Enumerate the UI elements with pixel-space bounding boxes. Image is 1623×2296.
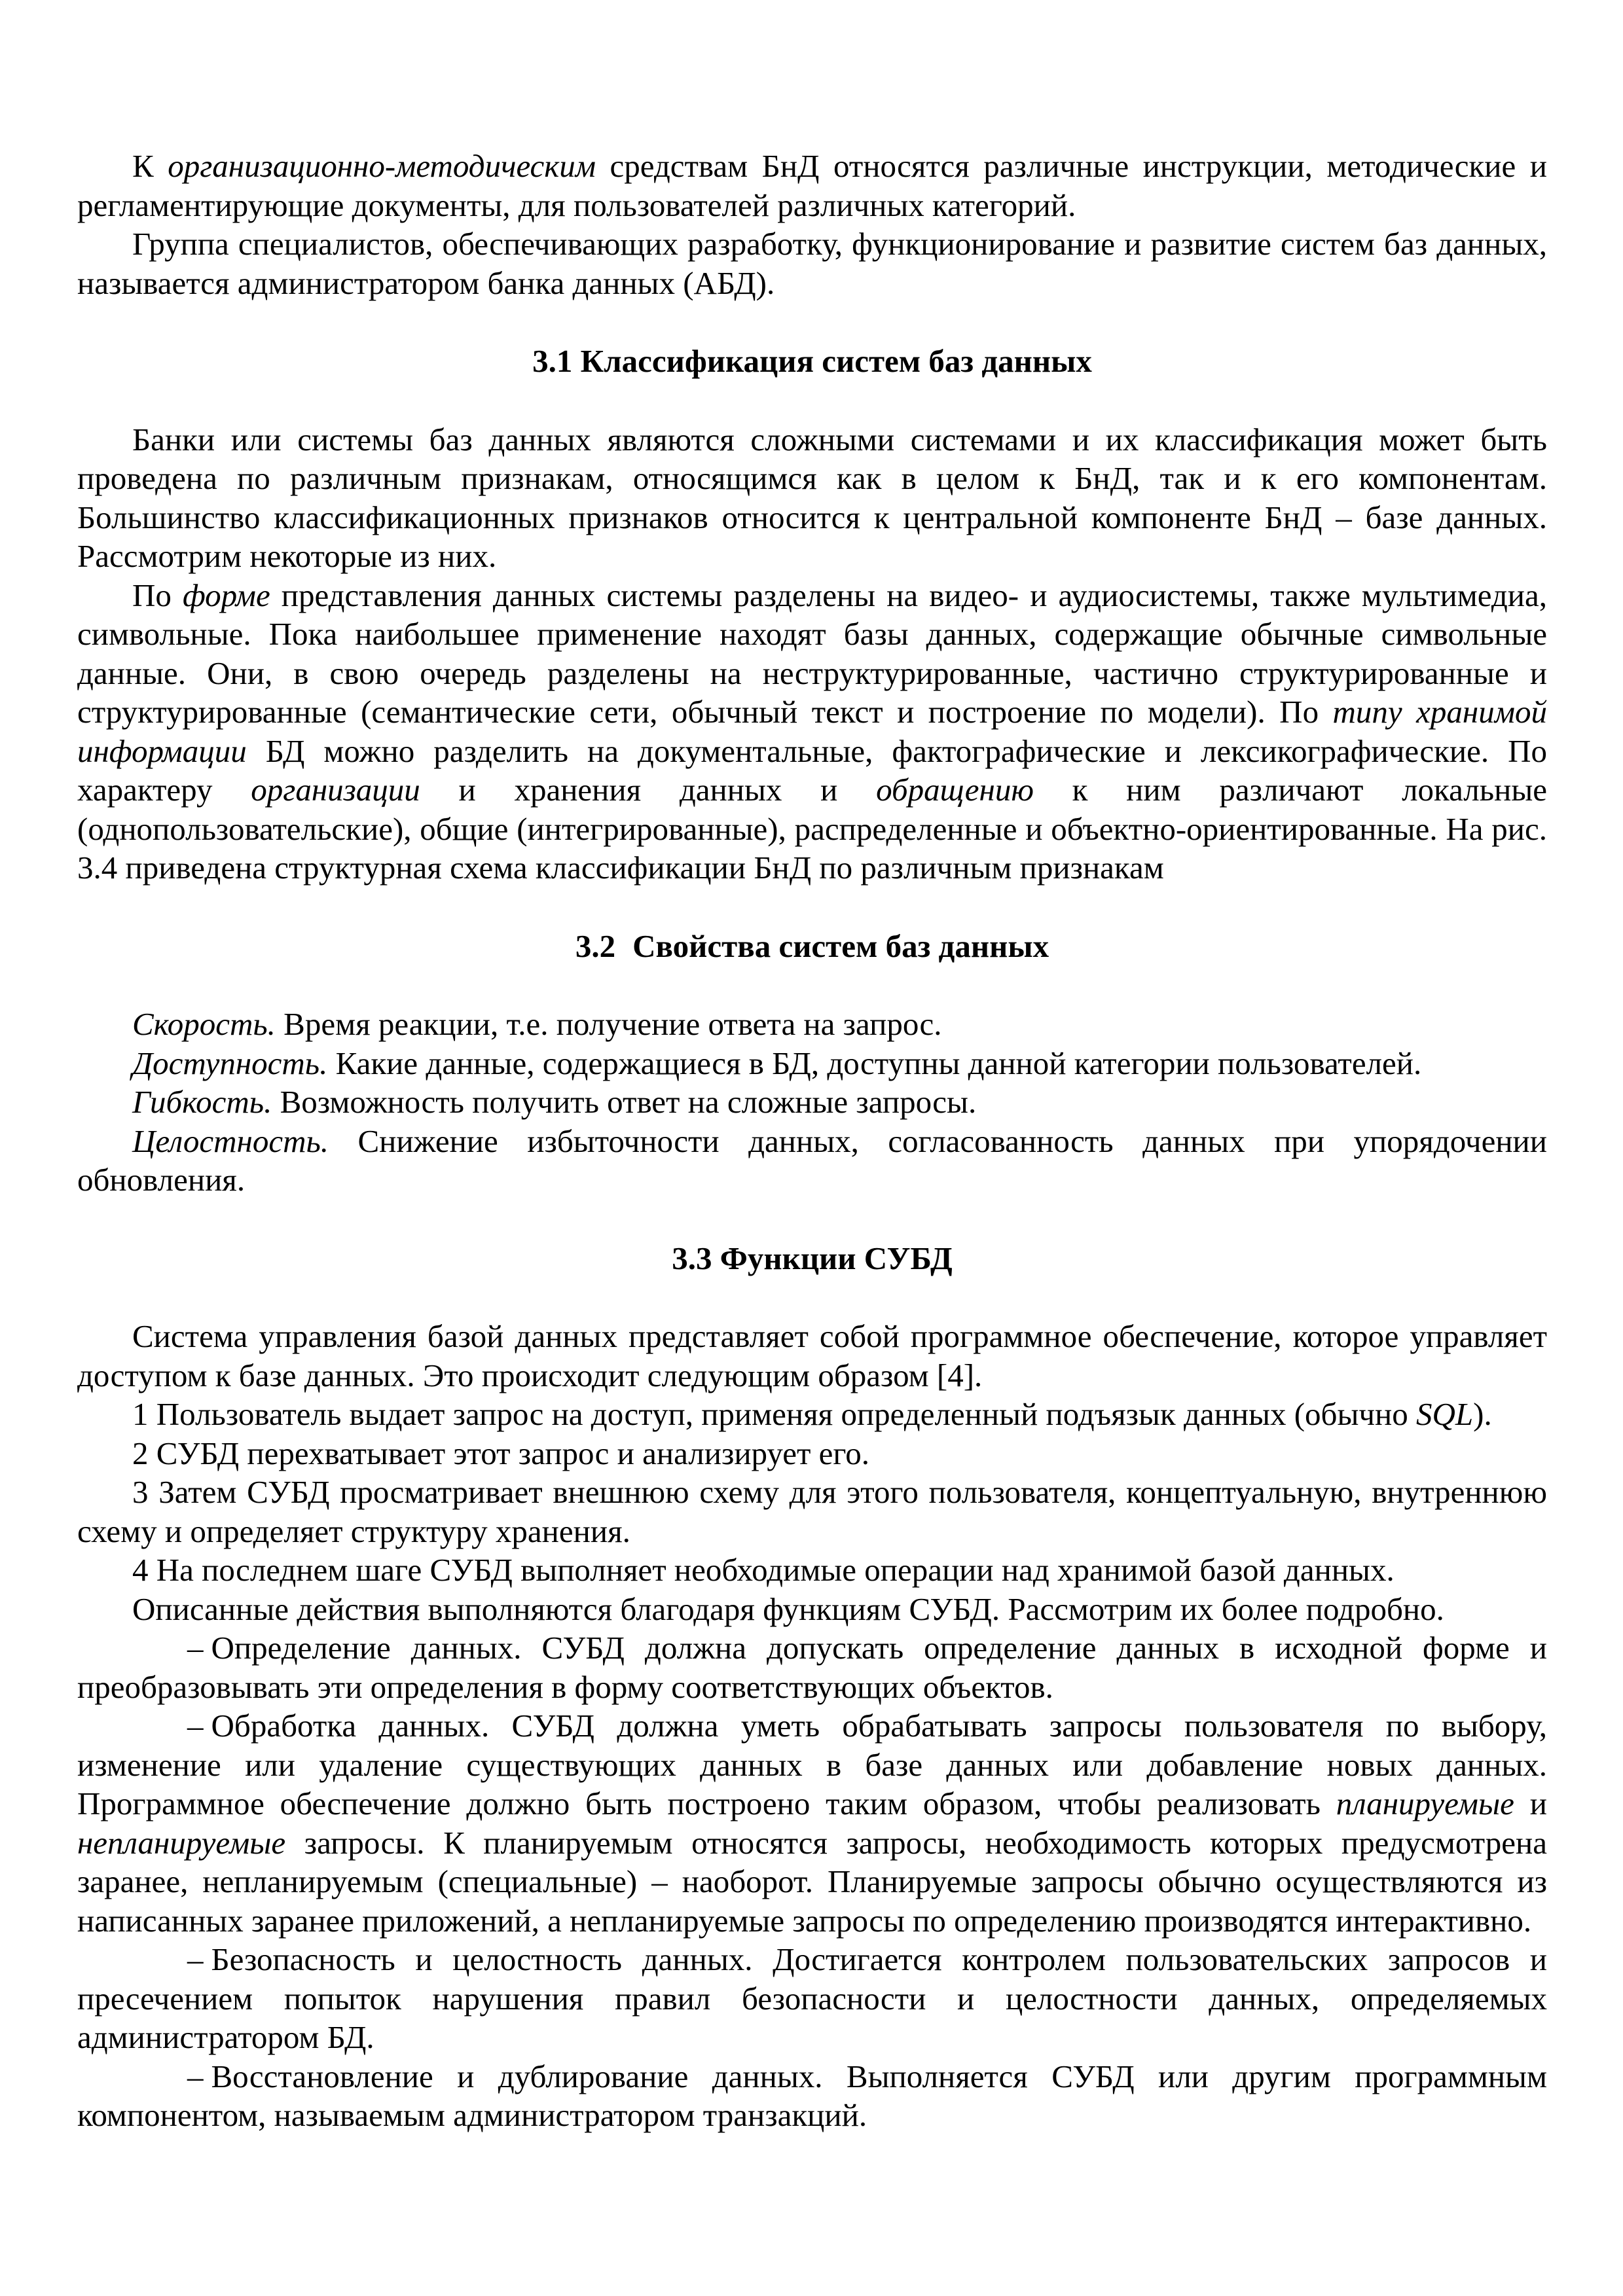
section-heading-3-2: 3.2 Свойства систем баз данных [575,927,1049,964]
emphasis: организации [251,772,420,808]
emphasis: организационно-методическим [168,148,596,184]
dash-bullet: – [187,1708,204,1744]
document-page [77,147,1547,2135]
property-integrity: Целостность. Снижение избыточности данных, согласованность данных при упорядочении обновления. [77,1122,1547,1198]
dash-bullet: – [187,1630,204,1666]
step-2: 2 СУБД перехватывает этот запрос и анализирует его. [132,1435,870,1471]
function-security-integrity: – Безопасность и целостность данных. Достигается контролем пользовательских запросов и пресечением попыток нарушения правил безопасности и целостности данных, определяемых администратором БД. [77,1941,1547,2055]
section-heading-3-3: 3.3 Функции СУБД [672,1240,953,1276]
intro-paragraph-1: К организационно-методическим средствам БнД относятся различные инструкции, методические и регламентирующие документы, для пользователей различных категорий. [77,148,1547,223]
emphasis: планируемые [1336,1785,1514,1821]
property-flexibility: Гибкость. Возможность получить ответ на сложные запросы. [132,1084,977,1120]
section3-paragraph-1: Система управления базой данных представляет собой программное обеспечение, которое управляет доступом к базе данных. Это происходит следующим образом [4]. [77,1318,1547,1393]
functions-intro: Описанные действия выполняются благодаря функциям СУБД. Рассмотрим их более подробно. [132,1590,1444,1627]
property-availability: Доступность. Какие данные, содержащиеся в БД, доступны данной категории пользователей. [132,1045,1422,1081]
intro-paragraph-2: Группа специалистов, обеспечивающих разработку, функционирование и развитие систем баз данных, называется администратором банка данных (АБД). [77,226,1547,301]
function-data-processing: – Обработка данных. СУБД должна уметь обрабатывать запросы пользователя по выбору, изменение или удаление существующих данных в базе данных или добавление новых данных. Программное обеспечение должно быть построено таким образом, чтобы реализовать планируемые и непланируемые запросы. К планируемым относятся запросы, необходимость которых предусмотрена заранее, непланируемым (специальные) – наоборот. Планируемые запросы обычно осуществляются из написанных заранее приложений, а непланируемые запросы по определению производятся интерактивно. [77,1708,1547,1939]
emphasis: непланируемые [77,1824,286,1861]
emphasis: SQL [1416,1396,1474,1432]
section1-paragraph-2: По форме представления данных системы разделены на видео- и аудиосистемы, также мультимедиа, символьные. Пока наибольшее применение находят базы данных, содержащие обычные символьные данные. Они, в свою очередь разделены на неструктурированные, частично структурированные и структурированные (семантические сети, обычный текст и построение по модели). По типу хранимой информации БД можно разделить на документальные, фактографические и лексикографические. По характеру организации и хранения данных и обращению к ним различают локальные (однопользовательские), общие (интегрированные), распределенные и объектно-ориентированные. На рис. 3.4 приведена структурная схема классификации БнД по различным признакам [77,577,1547,886]
emphasis: типу хранимой информации [77,694,1547,769]
section1-paragraph-1: Банки или системы баз данных являются сложными системами и их классификация может быть проведена по различным признакам, относящимся как в целом к БнД, так и к его компонентам. Большинство классификационных признаков относится к центральной компоненте БнД – базе данных. Рассмотрим некоторые из них. [77,421,1547,574]
property-term: Гибкость. [132,1084,272,1120]
step-1: 1 Пользователь выдает запрос на доступ, применяя определенный подъязык данных (обычно SQL). [132,1396,1492,1432]
step-3: 3 Затем СУБД просматривает внешнюю схему для этого пользователя, концептуальную, внутреннюю схему и определяет структуру хранения. [77,1474,1547,1549]
section-heading-3-1: 3.1 Классификация систем баз данных [532,343,1092,379]
dash-bullet: – [187,2058,204,2094]
property-speed: Скорость. Время реакции, т.е. получение ответа на запрос. [132,1006,942,1042]
property-term: Целостность. [132,1122,329,1159]
property-term: Скорость. [132,1006,276,1042]
emphasis: обращению [876,772,1034,808]
step-4: 4 На последнем шаге СУБД выполняет необходимые операции над хранимой базой данных. [132,1552,1395,1588]
function-recovery-duplication: – Восстановление и дублирование данных. Выполняется СУБД или другим программным компонентом, называемым администратором транзакций. [77,2058,1547,2133]
property-term: Доступность. [132,1045,328,1081]
dash-bullet: – [187,1941,204,1977]
function-data-definition: – Определение данных. СУБД должна допускать определение данных в исходной форме и преобразовывать эти определения в форму соответствующих объектов. [77,1630,1547,1705]
emphasis: форме [182,577,270,613]
